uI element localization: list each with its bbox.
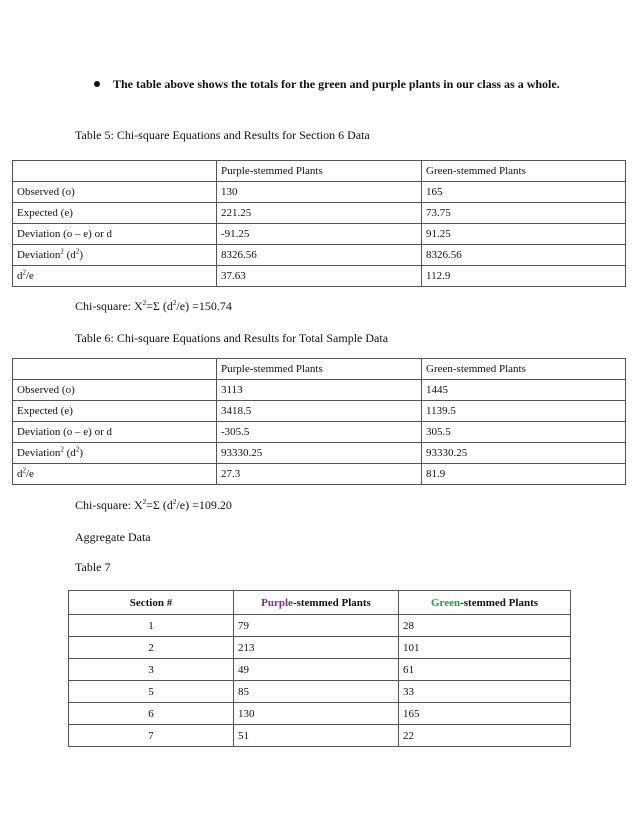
purple-value: -91.25 <box>217 224 422 245</box>
green-value: 61 <box>399 659 571 681</box>
green-word: Green <box>430 596 461 609</box>
table-row <box>69 725 571 747</box>
purple-value: 221.25 <box>217 203 422 224</box>
green-value: 8326.56 <box>422 245 626 266</box>
bullet-icon <box>94 81 100 87</box>
table-header-cell: Green-stemmed Plants <box>422 359 626 380</box>
table-row <box>69 681 571 703</box>
table-row <box>69 659 571 681</box>
row-label: Expected (e) <box>13 401 217 422</box>
table-row <box>13 203 626 224</box>
table5-caption: Table 5: Chi-square Equations and Results for Section 6 Data <box>75 128 370 142</box>
purple-value: 85 <box>234 681 399 703</box>
table-header-cell: Purple-stemmed Plants <box>217 359 422 380</box>
green-value: 28 <box>399 615 571 637</box>
row-label: Observed (o) <box>13 182 217 203</box>
table-header-cell: Purple-stemmed Plants <box>217 161 422 182</box>
row-label: Observed (o) <box>13 380 217 401</box>
table-row <box>13 443 626 464</box>
purple-value: 37.63 <box>217 266 422 287</box>
section-header: Section # <box>69 591 234 615</box>
table-row <box>13 182 626 203</box>
row-label: Expected (e) <box>13 203 217 224</box>
green-value: 33 <box>399 681 571 703</box>
table7-caption: Table 7 <box>75 560 111 574</box>
table-row <box>13 245 626 266</box>
table-row <box>13 401 626 422</box>
table5-chi-square: Chi-square: $X^2=\Sigma$ $(d^2/e) =150.74$ <box>75 299 232 313</box>
green-value: 73.75 <box>422 203 626 224</box>
table-row <box>13 464 626 485</box>
table-row <box>13 380 626 401</box>
table-row <box>13 161 626 182</box>
aggregate-heading: Aggregate Data <box>75 530 151 544</box>
purple-value: 130 <box>234 703 399 725</box>
table6 <box>12 358 626 485</box>
section-number: 7 <box>69 725 234 747</box>
row-label: $d^2/e$ <box>13 266 217 287</box>
section-number: 5 <box>69 681 234 703</box>
section-number: 6 <box>69 703 234 725</box>
row-label: Deviation (o – e) or d <box>13 224 217 245</box>
purple-value: 79 <box>234 615 399 637</box>
table6-caption: Table 6: Chi-square Equations and Results for Total Sample Data <box>75 331 389 345</box>
row-label: Deviation$^2$ $(d^2)$ <box>13 443 217 464</box>
purple-value: 51 <box>234 725 399 747</box>
purple-value: 93330.25 <box>217 443 422 464</box>
purple-header: Purple-stemmed Plants <box>234 591 399 615</box>
bullet-text: The table above shows the totals for the green and purple plants in our class as a whole. <box>113 77 560 91</box>
table-row <box>13 359 626 380</box>
table5 <box>12 160 626 287</box>
green-value: 93330.25 <box>422 443 626 464</box>
table-row <box>69 703 571 725</box>
purple-value: 213 <box>234 637 399 659</box>
purple-value: -305.5 <box>217 422 422 443</box>
green-value: 165 <box>422 182 626 203</box>
row-label: Deviation$^2$ $(d^2)$ <box>13 245 217 266</box>
section-number: 3 <box>69 659 234 681</box>
table-row <box>69 615 571 637</box>
purple-value: 130 <box>217 182 422 203</box>
green-value: 112.9 <box>422 266 626 287</box>
table-row <box>13 266 626 287</box>
green-value: 1445 <box>422 380 626 401</box>
purple-value: 27.3 <box>217 464 422 485</box>
green-value: 305.5 <box>422 422 626 443</box>
purple-value: 3418.5 <box>217 401 422 422</box>
table-row <box>13 422 626 443</box>
table6-chi-square: Chi-square: $X^2=\Sigma$ $(d^2/e) =109.20$ <box>75 498 232 512</box>
green-value: 101 <box>399 637 571 659</box>
table-header-cell <box>13 359 217 380</box>
green-value: 81.9 <box>422 464 626 485</box>
table-header-cell <box>13 161 217 182</box>
section-number: 2 <box>69 637 234 659</box>
table-row <box>69 591 571 615</box>
row-label: $d^2/e$ <box>13 464 217 485</box>
table7 <box>68 590 571 747</box>
section-number: 1 <box>69 615 234 637</box>
row-label: Deviation (o – e) or d <box>13 422 217 443</box>
table-row <box>69 637 571 659</box>
green-value: 22 <box>399 725 571 747</box>
purple-value: 49 <box>234 659 399 681</box>
green-header: Green-stemmed Plants <box>399 591 571 615</box>
table-header-cell: Green-stemmed Plants <box>422 161 626 182</box>
green-value: 1139.5 <box>422 401 626 422</box>
green-value: 91.25 <box>422 224 626 245</box>
green-value: 165 <box>399 703 571 725</box>
table-row <box>13 224 626 245</box>
purple-word: Purple <box>261 596 293 609</box>
purple-value: 3113 <box>217 380 422 401</box>
purple-value: 8326.56 <box>217 245 422 266</box>
